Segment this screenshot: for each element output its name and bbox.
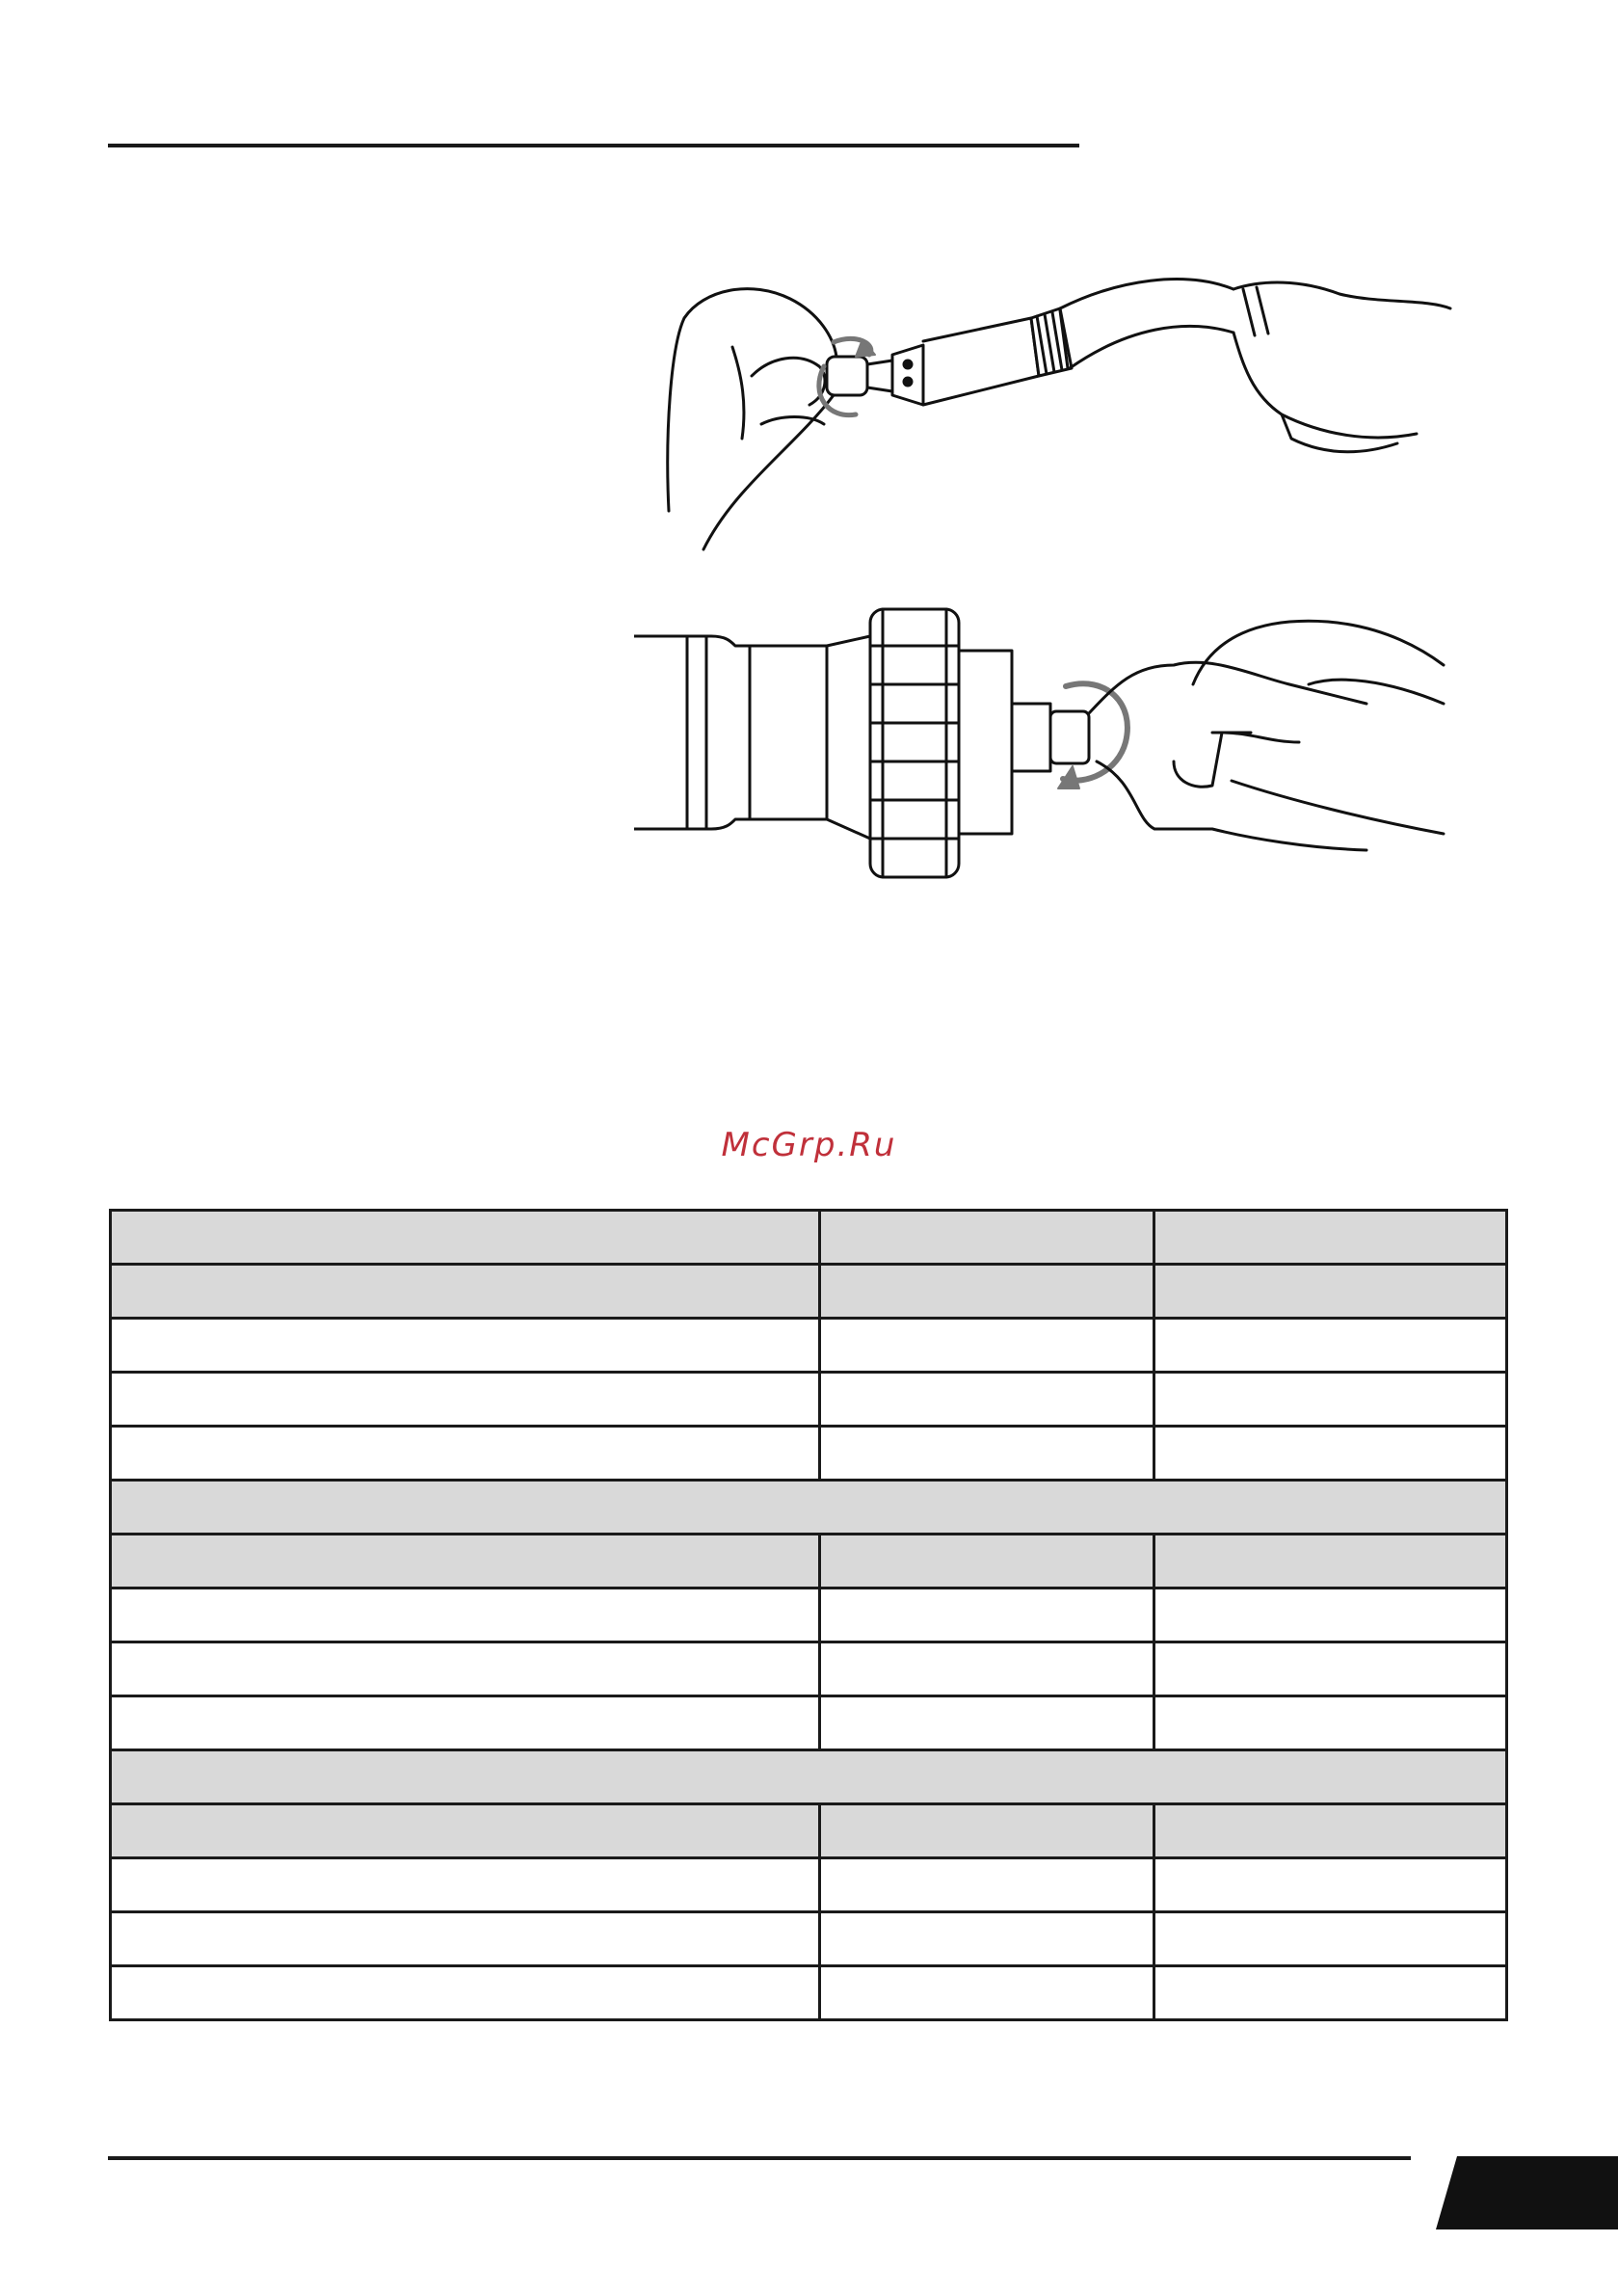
table-row [111,1589,1507,1642]
table-cell [820,1373,1154,1427]
table-cell [820,1912,1154,1966]
table-cell [820,1427,1154,1481]
table-cell [111,1858,820,1912]
page-number-tab [1436,2156,1618,2229]
table-cell [111,1750,1507,1804]
table-section-row [111,1750,1507,1804]
table-cell [820,1804,1154,1858]
table-cell [1154,1912,1507,1966]
table-cell [111,1589,820,1642]
table-row [111,1535,1507,1589]
table-cell [111,1481,1507,1535]
table-cell [1154,1804,1507,1858]
watermark-text: McGrp.Ru [721,1126,897,1164]
table-cell [1154,1427,1507,1481]
table-cell [1154,1696,1507,1750]
table-row [111,1966,1507,2020]
table-row [111,1427,1507,1481]
table-cell [820,1966,1154,2020]
nozzle-removal-illustration [665,260,1465,569]
table-cell [1154,1966,1507,2020]
table-row [111,1858,1507,1912]
contact-tip-wrench-illustration [634,598,1465,892]
table-cell [111,1319,820,1373]
table-row [111,1373,1507,1427]
bottom-divider [108,2156,1411,2160]
table-row [111,1804,1507,1858]
table-cell [1154,1642,1507,1696]
table-cell [111,1427,820,1481]
table-row [111,1319,1507,1373]
table-cell [1154,1858,1507,1912]
table-cell [820,1696,1154,1750]
table-cell [111,1696,820,1750]
table-cell [820,1858,1154,1912]
table-section-row [111,1481,1507,1535]
spec-table [109,1209,1508,2021]
table-cell [111,1966,820,2020]
table-cell [1154,1319,1507,1373]
table-cell [820,1319,1154,1373]
table-cell [820,1265,1154,1319]
table-cell [1154,1211,1507,1265]
table-cell [111,1804,820,1858]
table-row [111,1211,1507,1265]
top-divider [108,144,1079,147]
table-cell [111,1912,820,1966]
table-cell [820,1642,1154,1696]
table-cell [820,1589,1154,1642]
table-cell [111,1373,820,1427]
table-cell [111,1211,820,1265]
table-cell [1154,1265,1507,1319]
table-row [111,1912,1507,1966]
table-cell [111,1642,820,1696]
table-cell [1154,1589,1507,1642]
table-cell [111,1535,820,1589]
table-row [111,1642,1507,1696]
table-row [111,1265,1507,1319]
table-cell [820,1211,1154,1265]
table-row [111,1696,1507,1750]
table-cell [111,1265,820,1319]
table-cell [1154,1535,1507,1589]
table-cell [820,1535,1154,1589]
table-cell [1154,1373,1507,1427]
